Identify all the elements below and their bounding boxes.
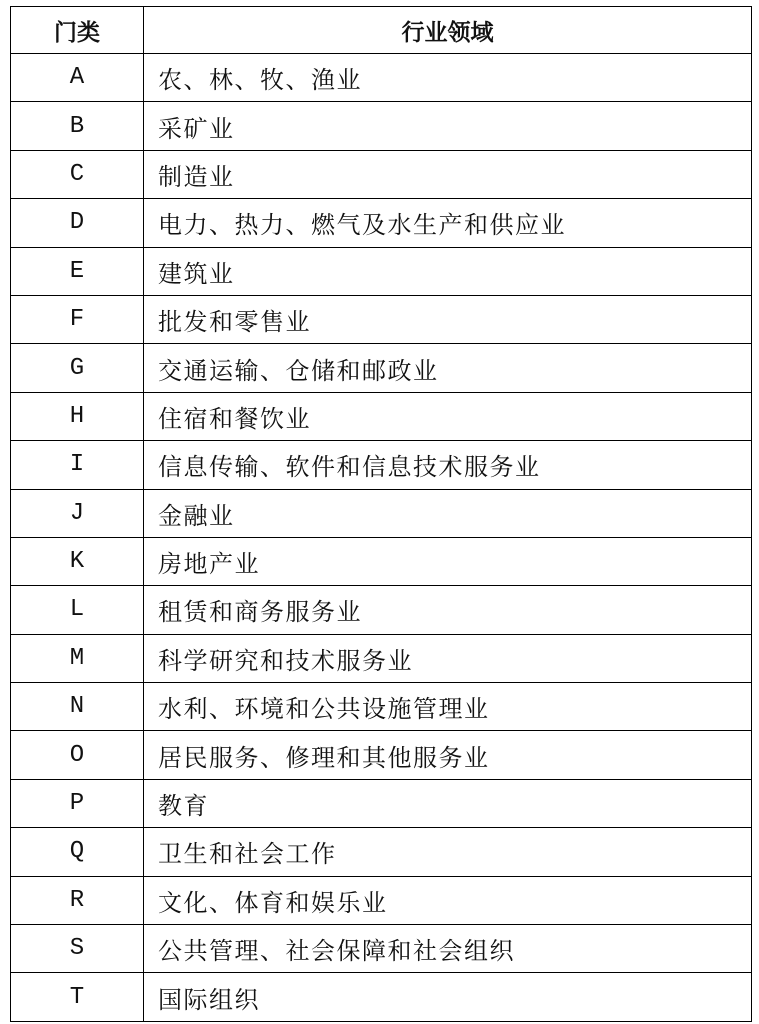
industry-field-cell: 制造业 — [144, 150, 752, 198]
industry-field-cell: 居民服务、修理和其他服务业 — [144, 731, 752, 779]
category-code-cell: K — [11, 537, 144, 585]
category-code-cell: R — [11, 876, 144, 924]
column-header-field: 行业领域 — [144, 7, 752, 54]
table-row — [11, 150, 752, 198]
category-code-cell: J — [11, 489, 144, 537]
table-row — [11, 876, 752, 924]
industry-field-cell: 批发和零售业 — [144, 295, 752, 343]
industry-field-cell: 采矿业 — [144, 102, 752, 150]
table-header-row — [11, 7, 752, 54]
table-row — [11, 731, 752, 779]
column-header-category: 门类 — [11, 7, 144, 54]
category-code-cell: F — [11, 295, 144, 343]
table-row — [11, 925, 752, 973]
industry-field-cell: 国际组织 — [144, 973, 752, 1021]
category-code-cell: G — [11, 344, 144, 392]
industry-field-cell: 住宿和餐饮业 — [144, 392, 752, 440]
category-code-cell: B — [11, 102, 144, 150]
category-code-cell: Q — [11, 828, 144, 876]
industry-field-cell: 金融业 — [144, 489, 752, 537]
category-code-cell: E — [11, 247, 144, 295]
table-row — [11, 779, 752, 827]
industry-field-cell: 卫生和社会工作 — [144, 828, 752, 876]
table-row — [11, 973, 752, 1021]
category-code-cell: M — [11, 634, 144, 682]
table-row — [11, 828, 752, 876]
industry-field-cell: 水利、环境和公共设施管理业 — [144, 683, 752, 731]
industry-field-cell: 建筑业 — [144, 247, 752, 295]
industry-field-cell: 电力、热力、燃气及水生产和供应业 — [144, 199, 752, 247]
table-row — [11, 199, 752, 247]
category-code-cell: P — [11, 779, 144, 827]
industry-classification-table — [10, 6, 752, 1022]
table-row — [11, 295, 752, 343]
table-row — [11, 683, 752, 731]
industry-field-cell: 农、林、牧、渔业 — [144, 54, 752, 102]
table-row — [11, 392, 752, 440]
table-row — [11, 102, 752, 150]
industry-field-cell: 房地产业 — [144, 537, 752, 585]
category-code-cell: O — [11, 731, 144, 779]
category-code-cell: H — [11, 392, 144, 440]
industry-field-cell: 科学研究和技术服务业 — [144, 634, 752, 682]
category-code-cell: N — [11, 683, 144, 731]
category-code-cell: I — [11, 441, 144, 489]
category-code-cell: C — [11, 150, 144, 198]
industry-field-cell: 租赁和商务服务业 — [144, 586, 752, 634]
industry-field-cell: 公共管理、社会保障和社会组织 — [144, 925, 752, 973]
table-row — [11, 586, 752, 634]
table-row — [11, 344, 752, 392]
table-row — [11, 247, 752, 295]
table-row — [11, 54, 752, 102]
table-row — [11, 537, 752, 585]
table-row — [11, 634, 752, 682]
industry-field-cell: 文化、体育和娱乐业 — [144, 876, 752, 924]
industry-field-cell: 信息传输、软件和信息技术服务业 — [144, 441, 752, 489]
industry-field-cell: 教育 — [144, 779, 752, 827]
category-code-cell: L — [11, 586, 144, 634]
category-code-cell: S — [11, 925, 144, 973]
industry-field-cell: 交通运输、仓储和邮政业 — [144, 344, 752, 392]
table-body — [11, 54, 752, 1022]
category-code-cell: T — [11, 973, 144, 1021]
category-code-cell: D — [11, 199, 144, 247]
table-row — [11, 441, 752, 489]
table-row — [11, 489, 752, 537]
category-code-cell: A — [11, 54, 144, 102]
